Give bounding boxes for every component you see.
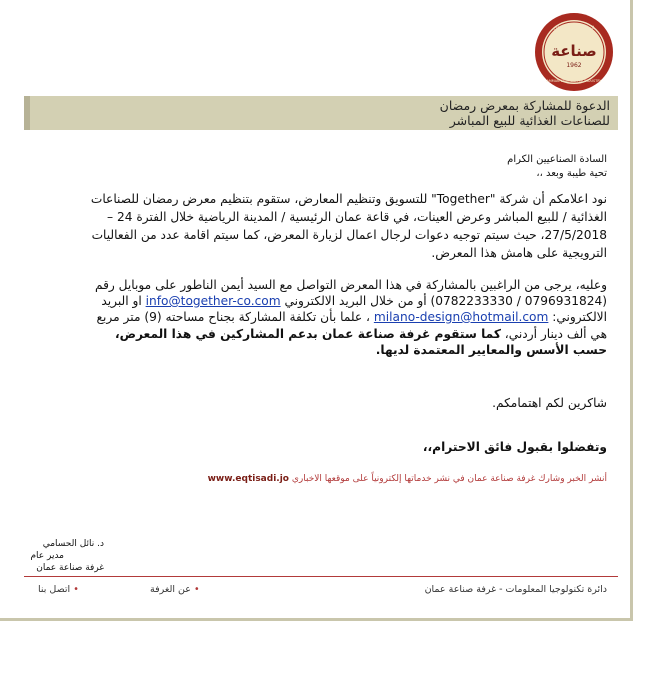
closing-text: وتفضلوا بقبول فائق الاحترام،، [422,440,607,454]
paragraph2-line-1: وعليه، يرجى من الراغبين بالمشاركة في هذا المعرض التواصل مع السيد أيمن الناطور على موبايل رقم [94,278,607,292]
footer-contact-link[interactable] [38,584,79,595]
footer-about-label: عن الغرفة [150,584,191,595]
title-line-1: الدعوة للمشاركة بمعرض رمضان [439,98,610,113]
footer-contact-bullet-icon: • [73,584,79,595]
thanks-text: شاكرين لكم اهتمامكم. [492,396,607,410]
footer-divider [24,576,618,577]
paragraph2-line-2 [101,294,607,309]
paragraph2-phone-text: (0796931824 / 0782233330) أو من خلال البريد الالكتروني [284,294,607,308]
paragraph2-line-4 [115,327,607,342]
salutation-line-2: تحية طيبة وبعد ،، [536,168,607,179]
salutation-line-1: السادة الصناعيين الكرام [507,154,607,165]
paragraph2-line2-end: او البريد [101,294,142,308]
title-bar [24,96,618,130]
signature-position: مدير عام [30,551,64,561]
footer-about-link[interactable] [150,584,200,595]
footer-about-bullet-icon: • [193,584,200,595]
email-link-milano[interactable]: milano-design@hotmail.com [373,310,549,324]
title-stripe [24,96,30,130]
share-note [208,474,607,484]
paragraph2-email-label: الالكتروني: [552,310,607,324]
paragraph2-support-bold: كما ستقوم غرفة صناعة عمان بدعم المشاركين في هذا المعرض، [114,327,501,341]
signature-org: غرفة صناعة عمان [36,563,104,573]
paragraph1-line-4: الترويجية على هامش هذا المعرض. [431,246,607,260]
logo-english-text: AMMAN CHAMBER OF INDUSTRY [546,79,602,83]
paragraph2-price: هي ألف دينار أردني، [504,327,607,341]
paragraph1-line-2: الغذائية / للبيع المباشر وعرض العينات، في قاعة عمان الرئيسية / المدينة الرياضية خلال الفترة 24 – [107,210,607,224]
title-line-2: للصناعات الغذائية للبيع المباشر [449,113,610,128]
email-link-together[interactable]: info@together-co.com [145,294,281,308]
paragraph2-line-5: حسب الأسس والمعايير المعتمدة لديها. [375,343,607,357]
logo-main-text: صناعة [551,42,597,60]
paragraph1-line-1: نود اعلامكم أن شركة "Together" للتسويق وتنظيم المعارض، ستقوم بتنظيم معرض رمضان للصناعات [90,192,607,206]
paragraph2-cost-text: ، علما بأن تكلفة المشاركة بجناح مساحته (9) متر مربع [96,310,370,324]
paragraph2-line-3 [97,310,607,325]
paragraph1-line-3: 27/5/2018، حيث سيتم توجيه دعوات لرجال اعمال لزيارة المعرض، كما سيتم اقامة عدد من الفعاليات [91,228,607,242]
footer-contact-label: اتصل بنا [38,584,71,595]
logo-top-text: غرفة صناعة عمان [553,25,595,31]
footer-department: دائرة تكنولوجيا المعلومات - غرفة صناعة عمان [424,584,607,595]
share-site-link[interactable]: www.eqtisadi.jo [207,474,289,484]
chamber-logo [534,12,614,92]
logo-year: 1962 [566,62,582,69]
signature-name: د. نائل الحسامي [42,539,104,549]
share-note-text: أنشر الخبر وشارك غرفة صناعة عمان في نشر خدماتها إلكترونياً على موقعها الاخباري [291,474,607,484]
